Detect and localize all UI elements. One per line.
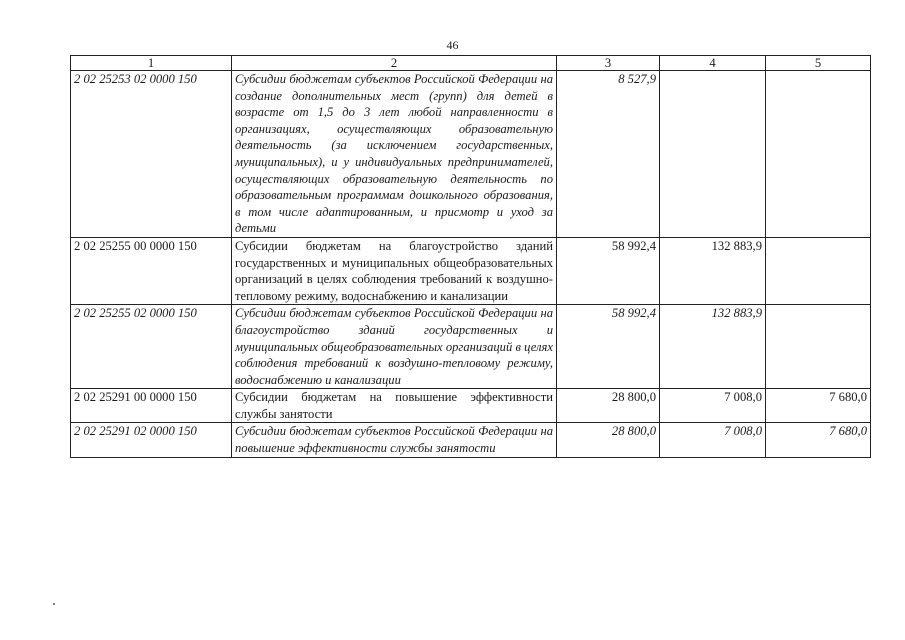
description-cell: Субсидии бюджетам субъектов Российской Федерации на повышение эффективности службы занятости: [232, 423, 557, 457]
description-cell: Субсидии бюджетам субъектов Российской Федерации на благоустройство зданий государственных и муниципальных общеобразовательных организаций в целях соблюдения требований к воздушно-тепловому режиму, водоснабжению и канализации: [232, 305, 557, 389]
table-header-row: [71, 56, 871, 71]
amount-col5-cell: 7 680,0: [766, 423, 871, 457]
amount-col3-cell: 8 527,9: [557, 71, 660, 238]
amount-col4-cell: 7 008,0: [660, 389, 766, 423]
table-row: [71, 237, 871, 304]
column-header-1: 1: [71, 56, 232, 71]
description-cell: Субсидии бюджетам на благоустройство зданий государственных и муниципальных общеобразовательных организаций в целях соблюдения требований к воздушно-тепловому режиму, водоснабжению и канализации: [232, 237, 557, 304]
amount-col5-cell: 7 680,0: [766, 389, 871, 423]
amount-col3-cell: 28 800,0: [557, 389, 660, 423]
table-row: [71, 305, 871, 389]
column-header-3: 3: [557, 56, 660, 71]
budget-code-cell: 2 02 25291 00 0000 150: [71, 389, 232, 423]
amount-col3-cell: 28 800,0: [557, 423, 660, 457]
budget-code-cell: 2 02 25255 02 0000 150: [71, 305, 232, 389]
description-cell: Субсидии бюджетам субъектов Российской Федерации на создание дополнительных мест (групп) для детей в возрасте от 1,5 до 3 лет любой направленности в организациях, осуществляющих образовательную деятельность (за исключением государственных, муниципальных), и у индивидуальных предпринимателей, осуществляющих образовательную деятельность по образовательным программам дошкольного образования, в том числе адаптированным, и присмотр и уход за детьми: [232, 71, 557, 238]
column-header-4: 4: [660, 56, 766, 71]
description-cell: Субсидии бюджетам на повышение эффективности службы занятости: [232, 389, 557, 423]
budget-code-cell: 2 02 25255 00 0000 150: [71, 237, 232, 304]
amount-col4-cell: 7 008,0: [660, 423, 766, 457]
table-row: [71, 389, 871, 423]
amount-col4-cell: 132 883,9: [660, 305, 766, 389]
page-number: 46: [446, 38, 459, 52]
table-row: [71, 71, 871, 238]
column-header-2: 2: [232, 56, 557, 71]
amount-col5-cell: [766, 71, 871, 238]
amount-col3-cell: 58 992,4: [557, 237, 660, 304]
amount-col4-cell: 132 883,9: [660, 237, 766, 304]
column-header-5: 5: [766, 56, 871, 71]
amount-col4-cell: [660, 71, 766, 238]
budget-code-cell: 2 02 25291 02 0000 150: [71, 423, 232, 457]
budget-table: [70, 55, 871, 458]
budget-code-cell: 2 02 25253 02 0000 150: [71, 71, 232, 238]
amount-col3-cell: 58 992,4: [557, 305, 660, 389]
amount-col5-cell: [766, 237, 871, 304]
amount-col5-cell: [766, 305, 871, 389]
scan-speck: [53, 603, 55, 605]
table-row: [71, 423, 871, 457]
